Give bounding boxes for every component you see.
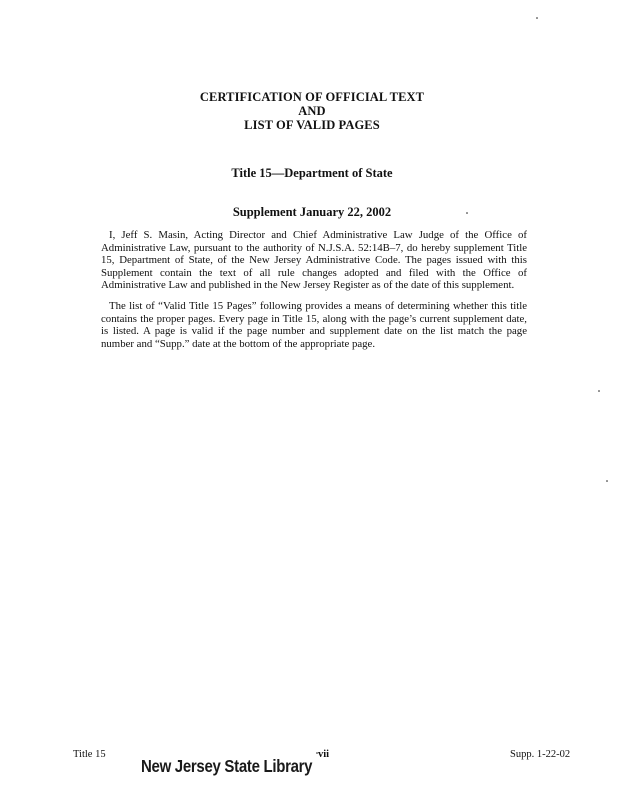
- title-line-2: AND: [298, 104, 326, 118]
- title-line-3: LIST OF VALID PAGES: [244, 118, 380, 132]
- scan-speck: [466, 212, 468, 214]
- library-stamp: New Jersey State Library: [141, 757, 313, 777]
- footer-title: Title 15: [73, 749, 106, 760]
- scan-speck: [606, 480, 608, 482]
- title-line-1: CERTIFICATION OF OFFICIAL TEXT: [199, 90, 425, 104]
- document-subtitle: Title 15—Department of State: [231, 166, 393, 180]
- footer-page-number: vii: [318, 749, 330, 760]
- valid-pages-paragraph: The list of “Valid Title 15 Pages” following provides a means of determining whether this title contains the proper pages. Every page in Title 15, along with the page’s current supplement date, is listed. A page is valid if the page number and supplement date on the list match the page number and “Supp.” date at the bottom of the appropriate page.: [101, 300, 527, 350]
- supplement-date: Supplement January 22, 2002: [232, 205, 392, 219]
- scan-speck: [598, 390, 600, 392]
- footer-supplement: Supp. 1-22-02: [510, 749, 571, 760]
- certification-paragraph: I, Jeff S. Masin, Acting Director and Chief Administrative Law Judge of the Office of Administrative Law, pursuant to the authority of N.J.S.A. 52:14B–7, do hereby supplement Title 15, Department of State, of the New Jersey Administrative Code. The pages issued with this Supplement contain the text of all rule changes adopted and filed with the Office of Administrative Law and published in the New Jersey Register as of the date of this supplement.: [101, 229, 527, 292]
- scan-speck: [316, 752, 318, 754]
- scan-speck: [536, 17, 538, 19]
- document-title: [0, 90, 624, 132]
